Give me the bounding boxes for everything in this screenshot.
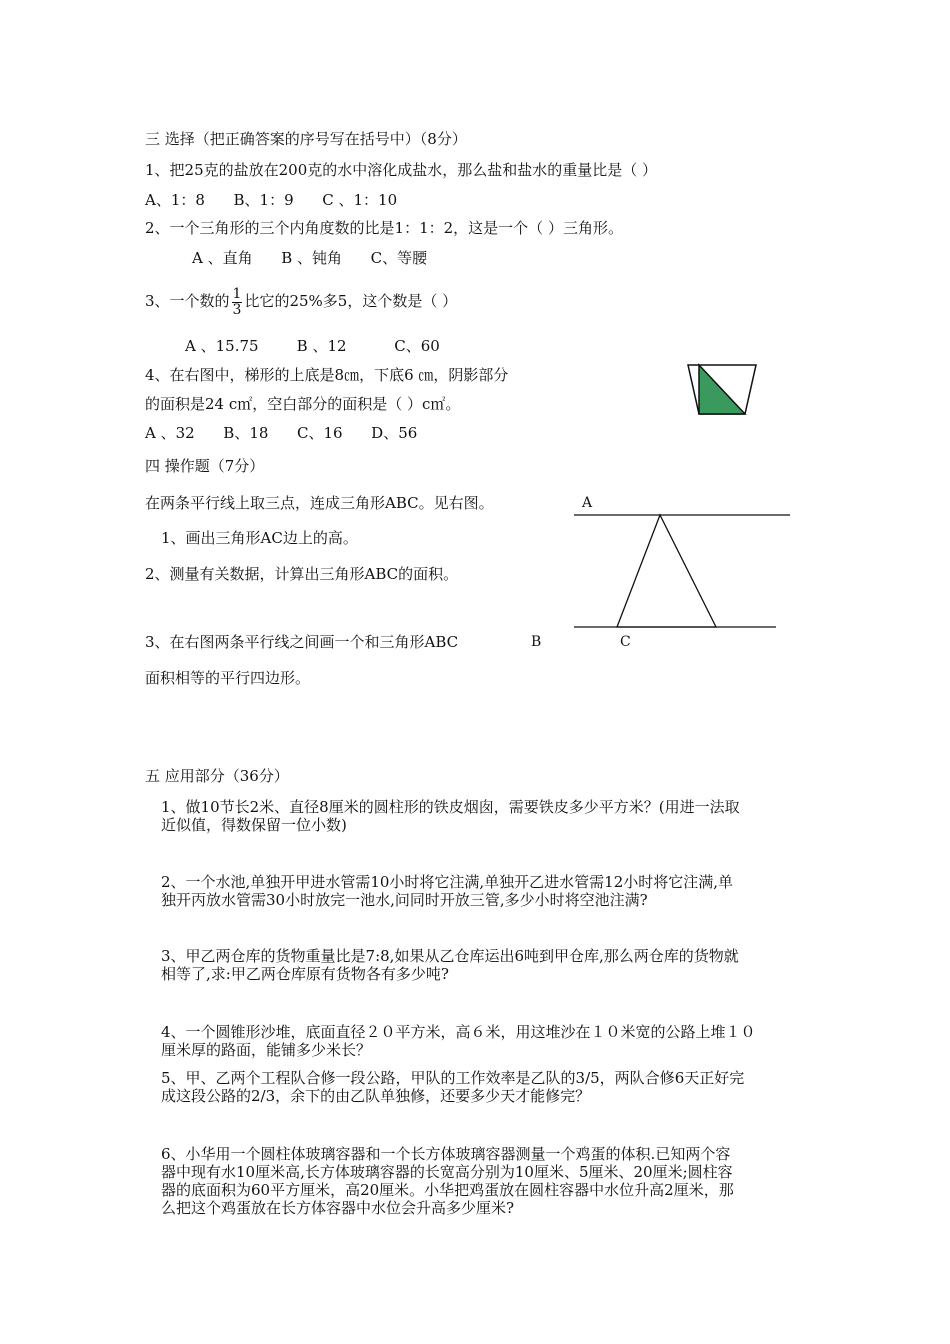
question-3-1-options: A、1：8 B、1：9 C 、1：10 [145,191,398,209]
question-5-6-line1: 6、小华用一个圆柱体玻璃容器和一个长方体玻璃容器测量一个鸡蛋的体积.已知两个容 [161,1145,731,1163]
question-3-4-line2: 的面积是24 c㎡，空白部分的面积是（ ）c㎡。 [145,395,461,413]
question-5-3-line1: 3、甲乙两仓库的货物重量比是7:8,如果从乙仓库运出6吨到甲仓库,那么两仓库的货物就 [161,947,739,965]
question-3-2: 2、一个三角形的三个内角度数的比是1：1：2，这是一个（ ）三角形。 [145,219,623,237]
fraction-denominator: 3 [232,301,242,318]
question-3-1: 1、把25克的盐放在200克的水中溶化成盐水，那么盐和盐水的重量比是（ ） [145,161,658,179]
question-5-2-line1: 2、一个水池,单独开甲进水管需10小时将它注满,单独开乙进水管需12小时将它注满,单 [161,873,734,891]
question-5-6-line2: 器中现有水10厘米高,长方体玻璃容器的长宽高分别为10厘米、5厘米、20厘米;圆柱容 [161,1163,733,1181]
trapezoid-figure [686,362,758,418]
question-5-6-line4: 么把这个鸡蛋放在长方体容器中水位会升高多少厘米? [161,1199,515,1217]
label-c: C [620,634,631,650]
section-4-item3-line1: 3、在右图两条平行线之间画一个和三角形ABC [145,633,459,651]
question-5-5-line2: 成这段公路的2/3，余下的由乙队单独修，还要多少天才能修完？ [161,1087,591,1105]
question-5-3-line2: 相等了,求:甲乙两仓库原有货物各有多少吨? [161,965,449,983]
section-4-item2: 2、测量有关数据，计算出三角形ABC的面积。 [145,565,459,583]
question-5-4-line1: 4、一个圆锥形沙堆，底面直径２０平方米，高６米，用这堆沙在１０米宽的公路上堆１０ [161,1023,756,1041]
question-3-3 [145,284,457,318]
question-3-2-options: A 、直角 B 、钝角 C、等腰 [192,249,428,267]
label-b: B [531,634,542,650]
label-a: A [582,495,593,511]
triangle-abc [617,515,716,627]
question-5-1-line1: 1、做10节长2米、直径8厘米的圆柱形的铁皮烟囱，需要铁皮多少平方米？(用进一法取 [161,798,740,816]
question-3-3-suffix: 比它的25%多5，这个数是（ ） [244,292,458,310]
question-5-4-line2: 厘米厚的路面，能铺多少米长？ [161,1041,372,1059]
question-5-6-line3: 器的底面积为60平方厘米，高20厘米。小华把鸡蛋放在圆柱容器中水位升高2厘米，那 [161,1181,734,1199]
section-4-item3-line2: 面积相等的平行四边形。 [145,669,311,687]
fraction-numerator: 1 [232,285,242,302]
question-5-2-line2: 独开丙放水管需30小时放完一池水,问同时开放三管,多少小时将空池注满? [161,891,648,909]
section-4-intro: 在两条平行线上取三点，连成三角形ABC。见右图。 [145,494,494,512]
section-3-title: 三 选择（把正确答案的序号写在括号中）（8分） [145,130,467,148]
question-3-3-prefix: 3、一个数的 [145,292,230,310]
section-4-title: 四 操作题（7分） [145,457,265,475]
question-5-1-line2: 近似值，得数保留一位小数) [161,816,347,834]
question-5-5-line1: 5、甲、乙两个工程队合修一段公路，甲队的工作效率是乙队的3/5，两队合修6天正好完 [161,1069,745,1087]
section-4-item1: 1、画出三角形AC边上的高。 [161,529,358,547]
question-3-3-options: A 、15.75 B 、12 C、60 [185,337,440,355]
question-3-4-line1: 4、在右图中，梯形的上底是8㎝，下底6 ㎝，阴影部分 [145,366,509,384]
section-5-title: 五 应用部分（36分） [145,767,289,785]
fraction-one-third [232,287,243,318]
question-3-4-options: A 、32 B、18 C、16 D、56 [145,424,418,442]
parallel-lines-triangle-figure [570,505,795,635]
